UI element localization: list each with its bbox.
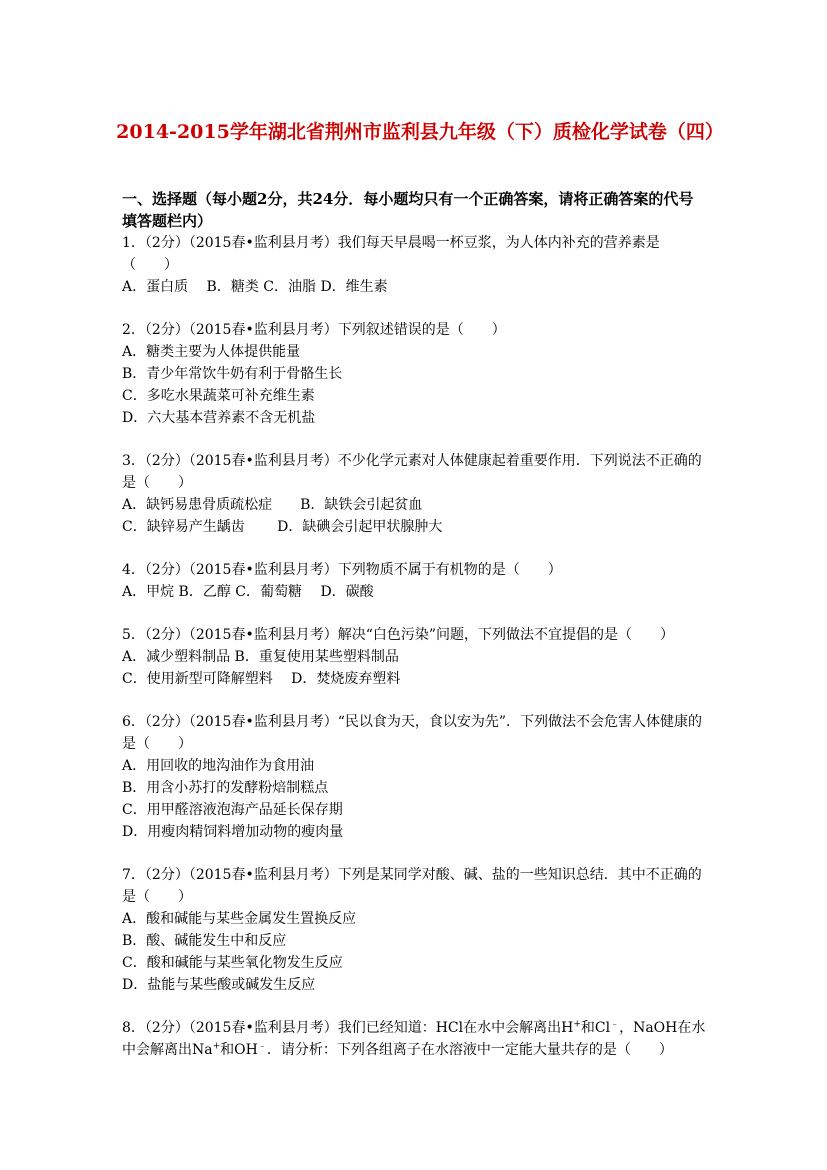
question-list (122, 232, 707, 1082)
option-line: A．缺钙易患骨质疏松症 B．缺铁会引起贫血 (122, 497, 423, 513)
option-line: C．酸和碱能与某些氧化物发生反应 (122, 955, 343, 971)
option-line: B．青少年常饮牛奶有利于骨骼生长 (122, 366, 343, 382)
question-8 (122, 1017, 707, 1061)
question-stem: 7．（2分）（2015春•监利县月考）下列是某同学对酸、碱、盐的一些知识总结．其中不正确的是（ ） (122, 867, 702, 905)
question-stem: 5．（2分）（2015春•监利县月考）解决“白色污染”问题，下列做法不宜提倡的是（ ） (122, 627, 675, 643)
option-line: D．六大基本营养素不含无机盐 (122, 410, 316, 426)
option-line: A．蛋白质 B．糖类 C．油脂 D．维生素 (122, 279, 388, 295)
question-stem: 4．（2分）（2015春•监利县月考）下列物质不属于有机物的是（ ） (122, 562, 562, 578)
question-1 (122, 232, 707, 298)
q8-text-3: ，NaOH在水中会解离出Na (122, 1020, 706, 1058)
q8-superscript-1: + (573, 1019, 581, 1030)
question-stem: 3．（2分）（2015春•监利县月考）不少化学元素对人体健康起着重要作用．下列说法不正确的是（ ） (122, 453, 702, 491)
option-line: A．减少塑料制品 B．重复使用某些塑料制品 (122, 649, 399, 665)
question-3 (122, 450, 707, 538)
question-stem: 1．（2分）（2015春•监利县月考）我们每天早晨喝一杯豆浆，为人体内补充的营养素是（ ） (122, 235, 660, 273)
option-line: C．缺锌易产生龋齿 D．缺碘会引起甲状腺肿大 (122, 519, 443, 535)
option-line: A．糖类主要为人体提供能量 (122, 344, 301, 360)
q8-text-2: 和Cl (580, 1020, 611, 1036)
question-stem (122, 1017, 707, 1061)
q8-superscript-3: + (212, 1041, 221, 1052)
option-line: D．盐能与某些酸或碱发生反应 (122, 977, 316, 993)
question-2 (122, 319, 707, 429)
q8-text-1: 8．（2分）（2015春•监利县月考）我们已经知道：HCl在水中会解离出H (122, 1020, 574, 1036)
q8-superscript-4: ﹣ (257, 1041, 267, 1052)
q8-text-5: ．请分析：下列各组离子在水溶液中一定能大量共存的是（ ） (266, 1042, 673, 1058)
question-4 (122, 559, 707, 603)
question-5 (122, 624, 707, 690)
option-line: C．多吃水果蔬菜可补充维生素 (122, 388, 315, 404)
question-stem: 6．（2分）（2015春•监利县月考）“民以食为天，食以安为先”．下列做法不会危害人体健康的是（ ） (122, 714, 703, 752)
q8-text-4: 和OH (220, 1042, 258, 1058)
option-line: B．酸、碱能发生中和反应 (122, 933, 287, 949)
option-line: A．用回收的地沟油作为食用油 (122, 758, 315, 774)
option-line: D．用瘦肉精饲料增加动物的瘦肉量 (122, 824, 344, 840)
option-line: C．用甲醛溶液泡海产品延长保存期 (122, 802, 343, 818)
question-7 (122, 864, 707, 996)
option-line: C．使用新型可降解塑料 D．焚烧废弃塑料 (122, 671, 401, 687)
question-6 (122, 711, 707, 843)
q8-superscript-2: ﹣ (610, 1019, 620, 1030)
section-heading: 一、选择题（每小题2分，共24分．每小题均只有一个正确答案，请将正确答案的代号填答题栏内） (122, 190, 694, 230)
question-stem: 2．（2分）（2015春•监利县月考）下列叙述错误的是（ ） (122, 322, 506, 338)
option-line: A．酸和碱能与某些金属发生置换反应 (122, 911, 357, 927)
option-line: A．甲烷 B．乙醇 C．葡萄糖 D．碳酸 (122, 584, 374, 600)
option-line: B．用含小苏打的发酵粉焙制糕点 (122, 780, 329, 796)
page-title: 2014-2015学年湖北省荆州市监利县九年级（下）质检化学试卷（四） (116, 121, 724, 143)
